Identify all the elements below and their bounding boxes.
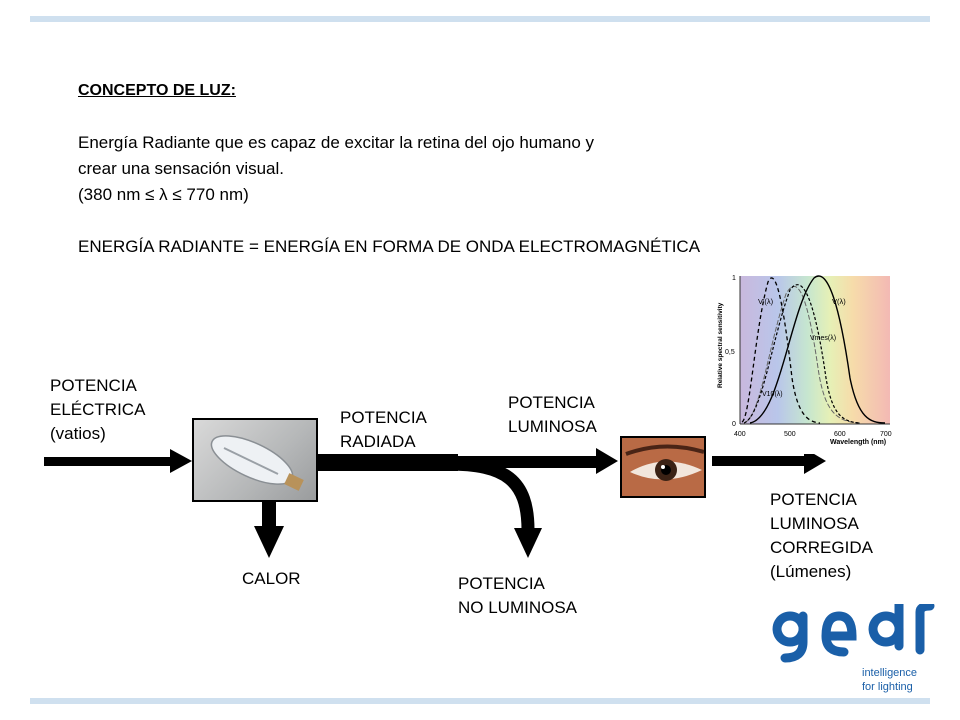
eye-image: [620, 436, 706, 498]
lamp-bulb-icon: [194, 420, 318, 502]
eye-icon: [622, 438, 706, 498]
gedfe-logo: [768, 604, 938, 694]
heat-arrow-shaft: [262, 498, 276, 530]
corrected-luminous-power-label: POTENCIA LUMINOSA CORREGIDA (Lúmenes): [770, 490, 873, 581]
electric-power-label: POTENCIA ELÉCTRICA (vatios): [50, 376, 146, 443]
non-luminous-arrow-curve: [448, 464, 528, 530]
x-axis-label: Wavelength (nm): [830, 439, 887, 446]
wavelength-range: (380 nm ≤ λ ≤ 770 nm): [78, 185, 249, 204]
radiated-arrow-head: [596, 448, 618, 474]
curve-label-v: V(λ): [832, 297, 846, 306]
y-tick-1: 1: [732, 275, 736, 282]
definition-line-1: Energía Radiante que es capaz de excitar la retina del ojo humano y: [78, 133, 594, 152]
luminous-power-label: POTENCIA LUMINOSA: [508, 393, 597, 436]
radiated-power-label: POTENCIA RADIADA: [340, 408, 427, 451]
logo-tagline-line2: for lighting: [862, 681, 913, 693]
input-arrow-head: [170, 449, 192, 473]
x-tick-500: 500: [784, 431, 796, 438]
y-tick-0-5: 0,5: [725, 349, 735, 356]
x-tick-700: 700: [880, 431, 892, 438]
lamp-image: [192, 418, 318, 502]
non-luminous-arrow-head: [514, 528, 542, 558]
curve-label-v-mes: Vmes(λ): [810, 335, 837, 342]
input-arrow-shaft: [44, 457, 172, 466]
logo-tagline-line1: intelligence: [862, 667, 918, 679]
output-arrow-shaft: [712, 456, 808, 466]
radiated-arrow-block: [318, 454, 458, 471]
page-title: CONCEPTO DE LUZ:: [78, 82, 236, 99]
curve-label-v-prime: V'(λ): [758, 297, 774, 306]
y-tick-0: 0: [732, 421, 736, 428]
logo-mark-icon: [777, 604, 930, 658]
non-luminous-power-label: POTENCIA NO LUMINOSA: [458, 574, 578, 617]
x-tick-600: 600: [834, 431, 846, 438]
x-tick-400: 400: [734, 431, 746, 438]
curve-label-v10: V10(λ): [762, 391, 783, 398]
definition-line-2: crear una sensación visual.: [78, 159, 285, 178]
y-axis-label: Relative spectral sensitivity: [717, 302, 724, 388]
heat-label: CALOR: [242, 569, 301, 588]
spectral-sensitivity-chart: [710, 268, 898, 454]
energy-equation: ENERGÍA RADIANTE = ENERGÍA EN FORMA DE ONDA ELECTROMAGNÉTICA: [78, 237, 701, 256]
heat-arrow-head: [254, 526, 284, 558]
